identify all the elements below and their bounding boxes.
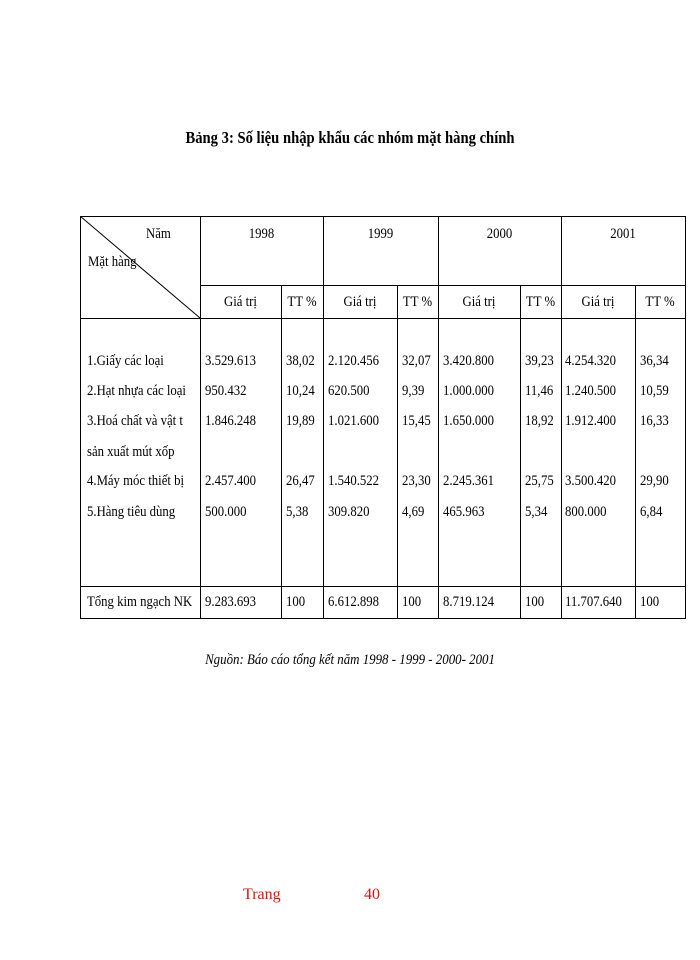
cell-value: 3.420.800 <box>443 353 494 369</box>
table-title: Bảng 3: Số liệu nhập khẩu các nhóm mặt hàng chính <box>185 128 515 147</box>
total-pct: 100 <box>286 594 306 610</box>
total-value: 11.707.640 <box>565 594 622 610</box>
total-pct: 100 <box>525 594 545 610</box>
row-name: 2.Hạt nhựa các loại <box>87 383 186 399</box>
total-value: 8.719.124 <box>443 594 494 610</box>
table-border-bottom <box>80 618 686 619</box>
row-name: 1.Giấy các loại <box>87 353 164 369</box>
pct-subheader: TT % <box>402 294 433 310</box>
col-divider <box>438 216 439 619</box>
cell-pct: 9,39 <box>402 383 425 399</box>
corner-item-label: Mặt hàng <box>88 254 137 270</box>
pct-subheader: TT % <box>525 294 556 310</box>
year-header: 2000 <box>486 226 513 242</box>
cell-pct: 5,34 <box>525 504 548 520</box>
cell-pct: 36,34 <box>640 353 669 369</box>
cell-pct: 16,33 <box>640 413 669 429</box>
sub-col-divider <box>520 285 521 619</box>
cell-pct: 6,84 <box>640 504 663 520</box>
total-value: 9.283.693 <box>205 594 256 610</box>
cell-pct: 23,30 <box>402 473 431 489</box>
cell-value: 3.500.420 <box>565 473 616 489</box>
cell-value: 500.000 <box>205 504 247 520</box>
cell-value: 1.021.600 <box>328 413 379 429</box>
cell-value: 2.120.456 <box>328 353 379 369</box>
row-name: 3.Hoá chất và vật t <box>87 413 183 429</box>
cell-value: 4.254.320 <box>565 353 616 369</box>
col-divider <box>561 216 562 619</box>
sub-col-divider <box>281 285 282 619</box>
table-total-divider <box>80 586 686 587</box>
year-header: 1998 <box>248 226 275 242</box>
cell-pct: 4,69 <box>402 504 425 520</box>
cell-pct: 10,59 <box>640 383 669 399</box>
value-subheader: Giá trị <box>581 294 615 310</box>
cell-pct: 26,47 <box>286 473 315 489</box>
pct-subheader: TT % <box>645 294 675 310</box>
import-table <box>80 216 686 619</box>
cell-value: 800.000 <box>565 504 607 520</box>
cell-value: 1.912.400 <box>565 413 616 429</box>
cell-value: 1.650.000 <box>443 413 494 429</box>
value-subheader: Giá trị <box>224 294 257 310</box>
cell-pct: 25,75 <box>525 473 554 489</box>
cell-value: 309.820 <box>328 504 370 520</box>
cell-value: 1.240.500 <box>565 383 616 399</box>
cell-pct: 11,46 <box>525 383 554 399</box>
value-subheader: Giá trị <box>343 294 377 310</box>
cell-value: 465.963 <box>443 504 485 520</box>
cell-pct: 32,07 <box>402 353 431 369</box>
total-value: 6.612.898 <box>328 594 379 610</box>
row-name: 5.Hàng tiêu dùng <box>87 504 176 520</box>
cell-value: 2.457.400 <box>205 473 256 489</box>
row-name: 4.Máy móc thiết bị <box>87 473 185 489</box>
total-pct: 100 <box>402 594 422 610</box>
cell-value: 3.529.613 <box>205 353 256 369</box>
cell-value: 620.500 <box>328 383 370 399</box>
total-pct: 100 <box>640 594 660 610</box>
cell-value: 1.540.522 <box>328 473 379 489</box>
cell-pct: 10,24 <box>286 383 315 399</box>
pct-subheader: TT % <box>287 294 317 310</box>
cell-pct: 18,92 <box>525 413 554 429</box>
cell-pct: 39,23 <box>525 353 554 369</box>
year-header: 1999 <box>367 226 394 242</box>
row-name-continued: sản xuất mút xốp <box>87 444 175 460</box>
cell-pct: 38,02 <box>286 353 315 369</box>
cell-pct: 19,89 <box>286 413 315 429</box>
page-label: Trang <box>243 886 281 903</box>
cell-value: 950.432 <box>205 383 247 399</box>
source-note: Nguồn: Báo cáo tổng kết năm 1998 - 1999 - 2000- 2001 <box>205 652 495 668</box>
table-border-right <box>685 216 686 619</box>
year-header: 2001 <box>610 226 636 242</box>
cell-pct: 5,38 <box>286 504 309 520</box>
page-number: 40 <box>364 886 380 903</box>
cell-pct: 29,90 <box>640 473 669 489</box>
corner-year-label: Năm <box>146 226 171 242</box>
cell-pct: 15,45 <box>402 413 431 429</box>
col-divider <box>323 216 324 619</box>
sub-col-divider <box>397 285 398 619</box>
value-subheader: Giá trị <box>462 294 496 310</box>
cell-value: 1.846.248 <box>205 413 256 429</box>
year-sub-divider <box>200 285 686 286</box>
total-row-name: Tổng kim ngạch NK <box>87 594 193 610</box>
cell-value: 1.000.000 <box>443 383 494 399</box>
sub-col-divider <box>635 285 636 619</box>
cell-value: 2.245.361 <box>443 473 494 489</box>
